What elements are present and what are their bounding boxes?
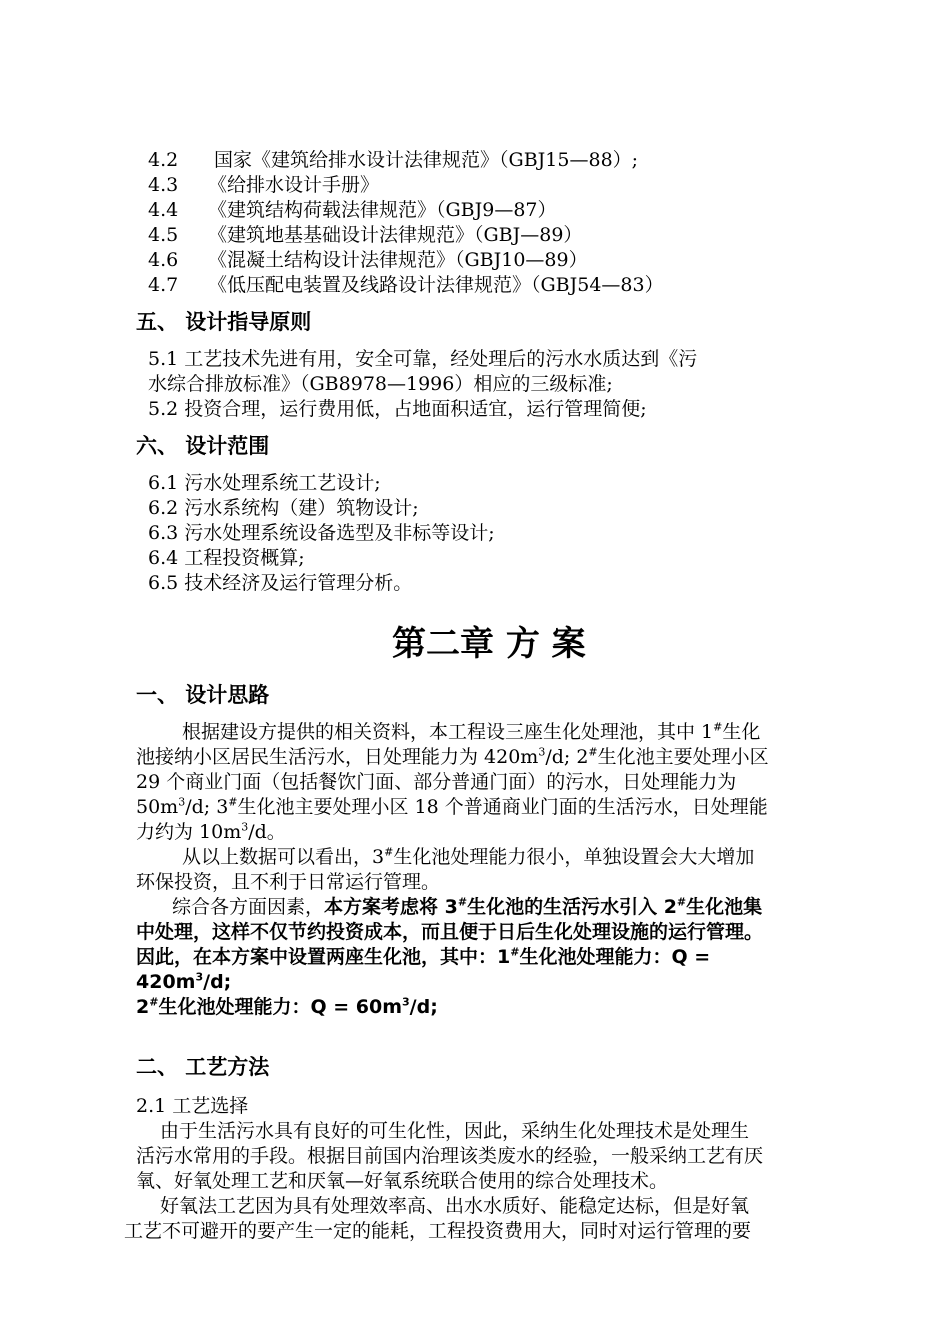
list-item: 6.4 工程投资概算; [148, 547, 305, 569]
list-item: 6.2 污水系统构（建）筑物设计; [148, 497, 419, 519]
paragraph-line: 因此，在本方案中设置两座生化池，其中：1#生化池处理能力：Q = [136, 945, 711, 968]
paragraph-line: 力约为 $10m^3/d$。 [136, 820, 286, 843]
paragraph-line: 5.1 工艺技术先进有用，安全可靠，经处理后的污水水质达到《污 [148, 348, 698, 370]
paragraph-line: 29 个商业门面（包括餐饮门面、部分普通门面）的污水，日处理能力为 [136, 771, 737, 793]
paragraph-line: 环保投资，且不利于日常运行管理。 [136, 871, 441, 893]
paragraph-line: 工艺不可避开的要产生一定的能耗，工程投资费用大，同时对运行管理的要 [124, 1220, 752, 1242]
list-item: 6.1 污水处理系统工艺设计; [148, 472, 381, 494]
paragraph-line: $420m^3/d$; [136, 970, 232, 993]
paragraph-line: 2#生化池处理能力：$Q = 60m^3/d$; [136, 995, 438, 1018]
paragraph-line: 从以上数据可以看出，3#生化池处理能力很小，单独设置会大大增加 [182, 845, 755, 868]
paragraph-line: 中处理，这样不仅节约投资成本，而且便于日后生化处理设施的运行管理。 [136, 921, 764, 943]
subsection-heading: 2.1 工艺选择 [136, 1095, 249, 1117]
section-heading: 五、 设计指导原则 [136, 310, 312, 334]
paragraph-line: 综合各方面因素，本方案考虑将 3#生化池的生活污水引入 2#生化池集 [172, 895, 763, 918]
section-heading: 二、 工艺方法 [136, 1055, 270, 1079]
list-item: 6.5 技术经济及运行管理分析。 [148, 572, 413, 594]
list-item: 6.3 污水处理系统设备选型及非标等设计; [148, 522, 495, 544]
list-item: 4.7 《低压配电装置及线路设计法律规范》（GBJ54—83） [148, 274, 664, 296]
paragraph-line: 池接纳小区居民生活污水，日处理能力为 $420m^3/d$; 2#生化池主要处理小区 [136, 745, 769, 768]
paragraph-line: 活污水常用的手段。根据目前国内治理该类废水的经验，一般采纳工艺有厌 [136, 1145, 764, 1167]
list-item: 4.4 《建筑结构荷载法律规范》（GBJ9—87） [148, 199, 557, 221]
chapter-title: 第二章 方 案 [392, 624, 586, 664]
paragraph-line: 根据建设方提供的相关资料，本工程设三座生化处理池，其中 1#生化 [182, 720, 761, 743]
list-item: 4.3 《给排水设计手册》 [148, 174, 380, 196]
list-item: 4.5 《建筑地基基础设计法律规范》（GBJ—89） [148, 224, 583, 246]
section-heading: 一、 设计思路 [136, 683, 270, 707]
list-item: 4.2 国家《建筑给排水设计法律规范》（GBJ15—88）; [148, 149, 639, 171]
paragraph-line: 由于生活污水具有良好的可生化性，因此，采纳生化处理技术是处理生 [160, 1120, 750, 1142]
section-heading: 六、 设计范围 [136, 434, 270, 458]
paragraph-line: 氧、好氧处理工艺和厌氧—好氧系统联合使用的综合处理技术。 [136, 1170, 669, 1192]
paragraph-line: 好氧法工艺因为具有处理效率高、出水水质好、能稳定达标，但是好氧 [160, 1195, 750, 1217]
list-item: 4.6 《混凝土结构设计法律规范》（GBJ10—89） [148, 249, 588, 271]
paragraph-line: $50m^3/d$; 3#生化池主要处理小区 18 个普通商业门面的生活污水，日处理能 [136, 795, 768, 818]
paragraph-line: 5.2 投资合理，运行费用低，占地面积适宜，运行管理简便; [148, 398, 647, 420]
paragraph-line: 水综合排放标准》（GB8978—1996）相应的三级标准; [148, 373, 613, 395]
